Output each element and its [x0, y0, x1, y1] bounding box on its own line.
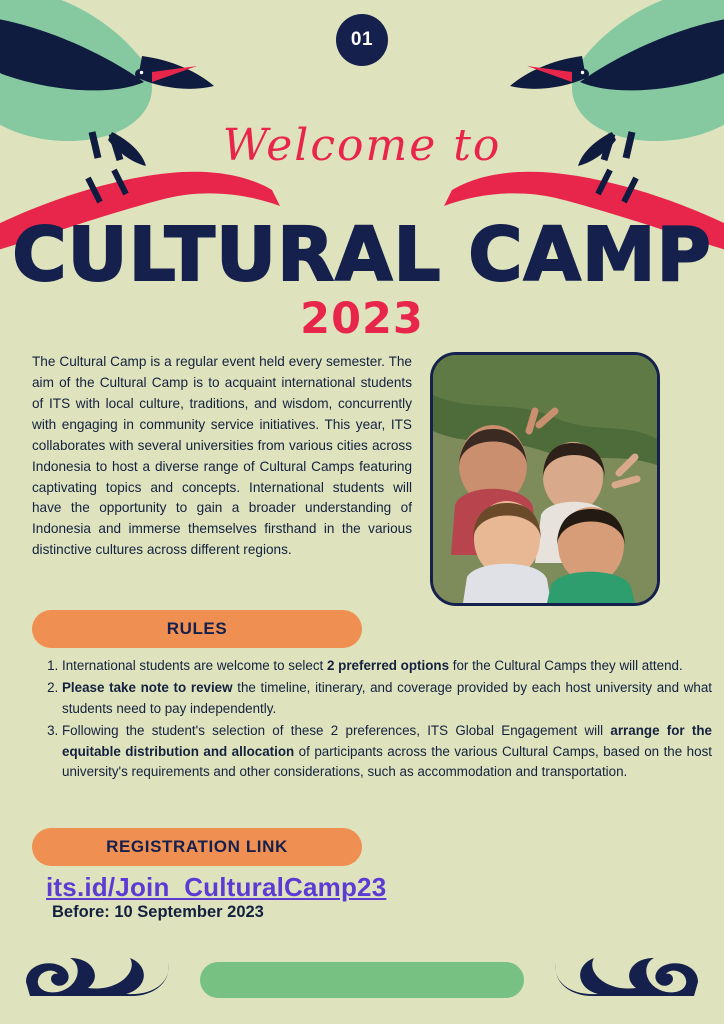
rule-lead: International students are welcome to select: [62, 658, 327, 673]
rule-emphasis: 2 preferred options: [326, 658, 450, 673]
rule-tail: for the Cultural Camps they will attend.: [449, 658, 683, 673]
ornament-icon-right: [552, 952, 702, 996]
intro-paragraph: The Cultural Camp is a regular event held every semester. The aim of the Cultural Camp is to acquaint international students of ITS with local culture, traditions, and wisdom, concurrently with engaging in community service initiatives. This year, ITS collaborates with several universities from various cities across Indonesia to host a diverse range of Cultural Camps featuring captivating topics and concepts. International students will have the opportunity to gain a broader understanding of Indonesia and immerse themselves firsthand in the various distinctive cultures across different regions.: [32, 354, 412, 558]
group-photo: [430, 352, 660, 606]
rule-emphasis: arrange for the equitable distribution and allocation: [62, 723, 712, 759]
list-item: [62, 656, 712, 676]
rule-tail: of participants across the various Cultural Camps, based on the host university's requirements and other considerations, such as accommodation and transportation.: [62, 743, 712, 779]
rule-emphasis: Please take note to review: [62, 680, 233, 696]
registration-heading-pill: REGISTRATION LINK: [32, 828, 362, 866]
registration-link[interactable]: its.id/Join_CulturalCamp23: [46, 872, 387, 902]
rule-lead: Following the student's selection of these 2 preferences, ITS Global Engagement will: [62, 723, 611, 739]
page-title: CULTURAL CAMP: [12, 212, 712, 298]
rules-heading-pill: RULES: [32, 610, 362, 648]
welcome-heading: Welcome to: [222, 120, 502, 171]
footer-accent-bar: [200, 962, 524, 998]
list-item: [62, 678, 712, 719]
ornament-icon-left: [22, 952, 172, 996]
rule-tail: the timeline, itinerary, and coverage provided by each host university and what students need to pay independently.: [62, 680, 712, 716]
title-year: 2023: [300, 294, 424, 344]
page-number-badge: 01: [336, 14, 388, 66]
list-item: [62, 721, 712, 782]
registration-deadline: Before: 10 September 2023: [52, 903, 264, 921]
rules-list: [36, 656, 712, 784]
